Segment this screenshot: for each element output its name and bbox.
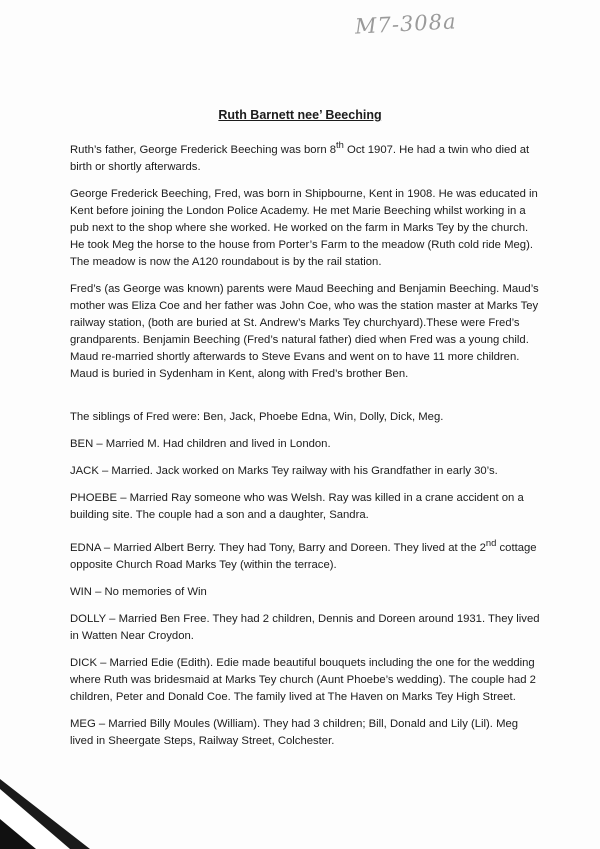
paragraph-fred-parents: Fred’s (as George was known) parents were Maud Beeching and Benjamin Beeching. Maud’s mother was Eliza Coe and her father was John Coe, who was the station master at Marks Tey railway station, (both are buried at St. Andrew’s Marks Tey churchyard).These were Fred’s grandparents. Benjamin Beeching (Fred’s natural father) died when Fred was a young child. Maud re-married shortly afterwards to Steve Evans and went on to have 11 more children. Maud is buried in Sydenham in Kent, along with Fred’s brother Ben. [70, 282, 539, 380]
sibling-entry-edna: EDNA – Married Albert Berry. They had Tony, Barry and Doreen. They lived at the 2nd cottage opposite Church Road Marks Tey (within the terrace). [70, 536, 537, 571]
sibling-entry-dick: DICK – Married Edie (Edith). Edie made beautiful bouquets including the one for the wedding where Ruth was bridesmaid at Marks Tey church (Aunt Phoebe’s wedding). The couple had 2 children, Peter and Donald Coe. The family lived at The Haven on Marks Tey High Street. [70, 656, 536, 703]
sibling-entry-jack: JACK – Married. Jack worked on Marks Tey railway with his Grandfather in early 30’s. [70, 464, 498, 477]
sibling-entry-dolly: DOLLY – Married Ben Free. They had 2 children, Dennis and Doreen around 1931. They lived in Watten Near Croydon. [70, 612, 540, 642]
siblings-intro: The siblings of Fred were: Ben, Jack, Phoebe Edna, Win, Dolly, Dick, Meg. [70, 410, 444, 423]
sibling-entry-ben: BEN – Married M. Had children and lived in London. [70, 437, 331, 450]
document-body [70, 136, 540, 760]
sibling-entry-meg: MEG – Married Billy Moules (William). They had 3 children; Bill, Donald and Lily (Lil). Meg lived in Sheergate Steps, Railway Street, Colchester. [70, 717, 519, 747]
handwritten-reference-number: M7-308a [354, 9, 458, 39]
paragraph-fred-background: George Frederick Beeching, Fred, was born in Shipbourne, Kent in 1908. He was educated in Kent before joining the London Police Academy. He met Marie Beeching whilst working in a pub next to the shop where she worked. He worked on the farm in Marks Tey by the church. He took Meg the horse to the house from Porter’s Farm to the meadow (Ruth cold ride Meg). The meadow is now the A120 roundabout is by the rail station. [70, 187, 538, 268]
paragraph-father-birth: Ruth’s father, George Frederick Beeching was born 8th Oct 1907. He had a twin who died at birth or shortly afterwards. [70, 139, 530, 173]
sibling-entry-win: WIN – No memories of Win [70, 585, 207, 598]
document-title: Ruth Barnett nee’ Beeching [218, 108, 382, 122]
page-corner-fold [0, 779, 90, 849]
sibling-entry-phoebe: PHOEBE – Married Ray someone who was Welsh. Ray was killed in a crane accident on a building site. The couple had a son and a daughter, Sandra. [70, 491, 524, 521]
